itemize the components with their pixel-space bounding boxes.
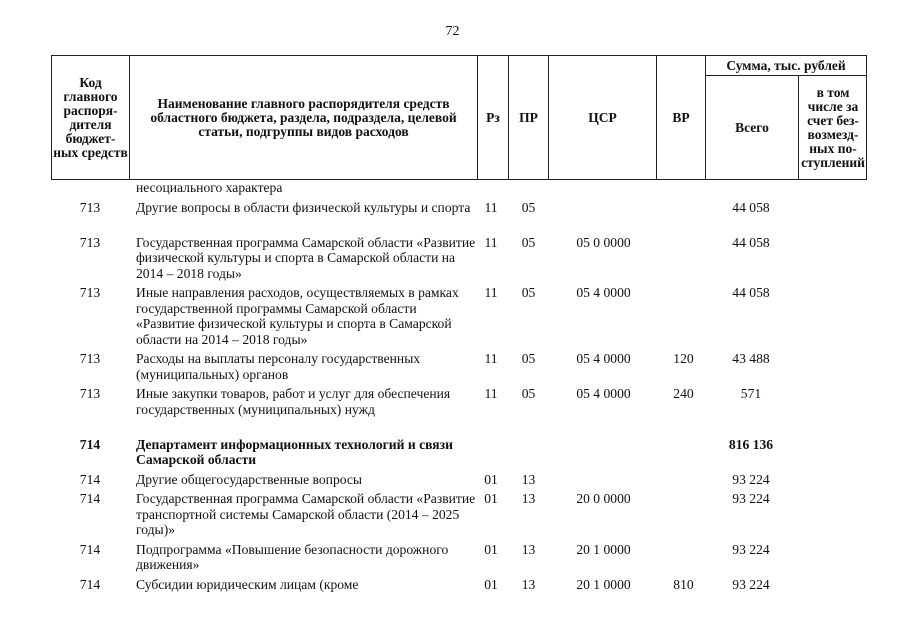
table-row — [51, 472, 867, 492]
table-row — [51, 200, 867, 235]
cell-total: 571 — [740, 386, 762, 401]
cell-rz: 01 — [484, 471, 498, 487]
cell-csr: 05 0 0000 — [576, 234, 631, 250]
cell-total: 93 224 — [732, 491, 770, 506]
cell-code: 713 — [79, 285, 101, 300]
cell-pr: 05 — [521, 285, 536, 300]
table-row — [51, 577, 867, 597]
cell-csr: 20 1 0000 — [576, 576, 631, 592]
table-row — [51, 285, 867, 351]
cell-rz: 11 — [484, 285, 498, 300]
cell-name: Департамент информационных технологий и связи Самарской области — [136, 436, 453, 467]
table-body — [51, 180, 867, 596]
cell-code: 714 — [79, 491, 101, 506]
cell-total: 93 224 — [732, 576, 770, 592]
header-name-label: Наименование главного распорядителя средств областного бюджета, раздела, подраздела, целевой статьи, подгруппы видов расходов — [150, 95, 457, 139]
cell-total: 93 224 — [732, 541, 770, 557]
cell-csr: 20 1 0000 — [576, 541, 631, 557]
cell-name: Другие вопросы в области физической культуры и спорта — [136, 199, 471, 215]
header-rz-label: Рз — [486, 109, 500, 125]
cell-code: 714 — [79, 541, 101, 557]
cell-name: Расходы на выплаты персоналу государственных (муниципальных) органов — [136, 351, 421, 382]
cell-total: 816 136 — [728, 436, 774, 452]
cell-pr: 13 — [521, 471, 536, 487]
cell-pr: 05 — [521, 199, 536, 215]
cell-pr: 13 — [521, 491, 536, 506]
cell-vr: 240 — [673, 386, 694, 401]
cell-pr: 05 — [521, 351, 536, 366]
cell-pr: 13 — [521, 576, 536, 592]
cell-name: Субсидии юридическим лицам (кроме — [136, 576, 359, 592]
cell-code: 713 — [79, 351, 101, 366]
cell-pr: 13 — [521, 541, 536, 557]
header-pr-label: ПР — [519, 109, 538, 125]
header-sum-label: Сумма, тыс. рублей — [726, 57, 846, 73]
cell-csr: 05 4 0000 — [576, 351, 631, 366]
table-row — [51, 437, 867, 472]
table-row — [51, 235, 867, 286]
cell-code: 713 — [79, 234, 101, 250]
cell-total: 43 488 — [732, 351, 770, 366]
table-row — [51, 180, 867, 200]
cell-rz: 01 — [484, 541, 498, 557]
table-row — [51, 386, 867, 437]
cell-total: 44 058 — [732, 199, 770, 215]
header-vr-label: ВР — [672, 109, 690, 125]
cell-csr: 05 4 0000 — [576, 386, 631, 401]
header-total-label: Всего — [735, 119, 769, 135]
cell-rz: 11 — [484, 234, 498, 250]
cell-rz: 11 — [484, 386, 498, 401]
table-row — [51, 351, 867, 386]
table-header — [51, 55, 867, 180]
cell-rz: 11 — [484, 351, 498, 366]
cell-code: 713 — [79, 386, 101, 401]
cell-csr: 05 4 0000 — [576, 285, 631, 300]
cell-code: 714 — [79, 471, 101, 487]
cell-rz: 01 — [484, 576, 498, 592]
page-number: 72 — [445, 24, 460, 39]
table-row — [51, 542, 867, 577]
cell-code: 713 — [79, 199, 101, 215]
cell-total: 44 058 — [732, 234, 770, 250]
cell-name: Государственная программа Самарской области «Развитие физической культуры и спорта в Самарской области на 2014 – 2018 годы» — [136, 234, 476, 281]
header-code-label: Код главного распоря- дителя бюджет- ных средств — [53, 74, 128, 160]
cell-name: Государственная программа Самарской области «Развитие транспортной системы Самарской области (2014 – 2025 годы)» — [136, 491, 476, 537]
cell-name: Подпрограмма «Повышение безопасности дорожного движения» — [136, 541, 449, 572]
cell-pr: 05 — [521, 386, 536, 401]
cell-pr: 05 — [521, 234, 536, 250]
table-row — [51, 491, 867, 542]
cell-name: Иные направления расходов, осуществляемых в рамках государственной программы Самарской области «Развитие физической культуры и спорта в Самарской области на 2014 – 2018 годы» — [136, 285, 459, 347]
cell-total: 93 224 — [732, 471, 770, 487]
cell-vr: 810 — [673, 576, 694, 592]
cell-rz: 11 — [484, 199, 498, 215]
cell-name: Другие общегосударственные вопросы — [136, 471, 363, 487]
cell-rz: 01 — [484, 491, 498, 506]
cell-code: 714 — [79, 436, 101, 452]
header-csr-label: ЦСР — [588, 109, 617, 125]
cell-name: несоциального характера — [136, 180, 283, 195]
cell-vr: 120 — [673, 351, 694, 366]
cell-csr: 20 0 0000 — [576, 491, 631, 506]
header-incl-label: в том числе за счет без- возмезд- ных по- ступлений — [801, 84, 865, 170]
cell-code: 714 — [79, 576, 101, 592]
cell-total: 44 058 — [732, 285, 770, 300]
cell-name: Иные закупки товаров, работ и услуг для обеспечения государственных (муниципальных) нужд — [136, 386, 451, 417]
